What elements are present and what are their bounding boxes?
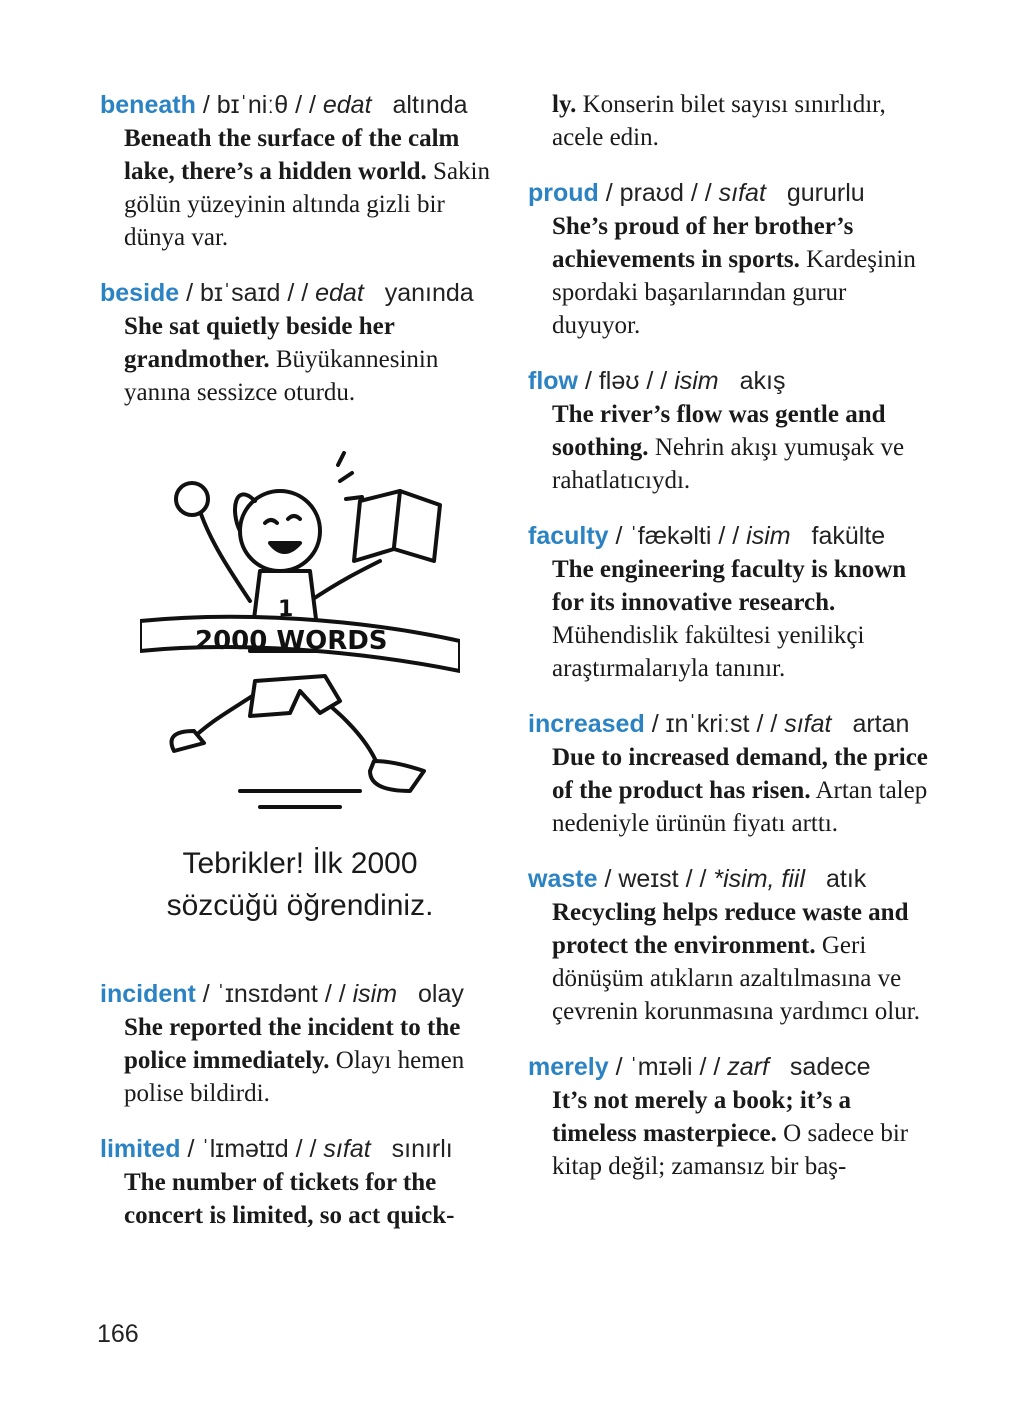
example [552,88,928,154]
headword: limited [100,1135,181,1163]
part-of-speech: zarf [727,1053,769,1081]
bib-number: 1 [278,597,294,622]
pronunciation: / ˈɪnsɪdənt / [202,980,332,1008]
example-english: The engineering faculty is known for its innovative research. [552,556,907,616]
left-column [100,88,500,1254]
translation: olay [418,980,464,1008]
entry-header: proud / praʊd / / sıfat gururlu [528,179,865,207]
example-english: The number of tickets for the concert is limited, so act quick- [124,1169,455,1229]
headword: merely [528,1053,609,1081]
entry-merely [528,1050,928,1183]
part-of-speech: isim [352,980,398,1008]
entry-limited [100,1132,500,1232]
example-english: Recycling helps reduce waste and protect the environment. [552,899,909,959]
headword: faculty [528,522,609,550]
pronunciation: / praʊd / [605,179,698,207]
headword: proud [528,179,599,207]
caption-line: sözcüğü öğrendiniz. [166,889,434,922]
pronunciation: / ɪnˈkriːst / [651,710,764,738]
example-english: ly. [552,91,577,118]
part-of-speech: isim [674,367,719,395]
example [124,310,500,409]
part-of-speech: sıfat [323,1135,371,1163]
example-turkish: Artan talep nedeniyle ürünün fiyatı arttı. [552,777,928,837]
example [124,1166,500,1232]
entry-header: faculty / ˈfækəlti / / isim fakülte [528,522,886,550]
part-of-speech: *isim, fiil [713,865,806,893]
pronunciation: / weɪst / [604,865,693,893]
entry-header: limited / ˈlɪmətɪd / / sıfat sınırlı [100,1135,453,1163]
example-english: It’s not merely a book; it’s a timeless masterpiece. [552,1087,852,1147]
example-turkish: Geri dönüşüm atıkların azaltılmasına ve çevrenin korunmasına yardımcı olur. [552,932,920,1025]
example-turkish: Sakin gölün yüzeyinin altında gizli bir dünya var. [124,158,490,251]
example-turkish: Olayı hemen polise bildirdi. [124,1047,465,1107]
translation: artan [852,710,910,738]
entry-beneath [100,88,500,254]
caption-line: Tebrikler! İlk 2000 [182,847,418,880]
entry-header: flow / fləʊ / / isim akış [528,367,786,395]
translation: sadece [789,1053,871,1081]
example-english: The river’s flow was gentle and soothing. [552,401,886,461]
example [552,210,928,342]
entry-waste [528,862,928,1028]
headword: incident [100,980,196,1008]
example-turkish: Kardeşinin spordaki başarılarından gurur duyuyor. [552,246,916,339]
translation: yanında [384,279,474,307]
example-english: She’s proud of her brother’s achievements in sports. [552,213,854,273]
translation: akış [739,367,786,395]
entry-incident [100,977,500,1110]
example [124,1011,500,1110]
example-turkish: Mühendislik fakültesi yenilikçi araştırmalarıyla tanınır. [552,622,865,682]
runner-drawing [140,451,460,821]
entry-continuation [552,88,928,154]
pronunciation: / bɪˈsaɪd / [186,279,295,307]
entry-header: incident / ˈɪnsɪdənt / / isim olay [100,980,464,1008]
translation: gururlu [786,179,865,207]
example [552,398,928,497]
translation: atık [826,865,867,893]
entry-increased [528,707,928,840]
example-turkish: O sadece bir kitap değil; zamansız bir baş- [552,1120,909,1180]
translation: fakülte [811,522,886,550]
pronunciation: / ˈmɪəli / [615,1053,707,1081]
example-english: Beneath the surface of the calm lake, there’s a hidden world. [124,125,460,185]
entry-proud [528,176,928,342]
example [552,1084,928,1183]
entry-beside [100,276,500,409]
example-english: Due to increased demand, the price of the product has risen. [552,744,928,804]
headword: waste [528,865,598,893]
entry-header: beside / bɪˈsaɪd / / edat yanında [100,279,474,307]
entry-header: merely / ˈmɪəli / / zarf sadece [528,1053,871,1081]
headword: increased [528,710,645,738]
congratulations-caption [100,843,500,927]
pronunciation: / ˈlɪmətɪd / [187,1135,303,1163]
example-turkish: Nehrin akışı yumuşak ve rahatlatıcıydı. [552,434,905,494]
example-english: She sat quietly beside her grandmother. [124,313,395,373]
entry-faculty [528,519,928,685]
example-turkish: Büyükannesinin yanına sessizce oturdu. [124,346,439,406]
pronunciation: / bɪˈniːθ / [202,91,303,119]
part-of-speech: isim [746,522,791,550]
part-of-speech: sıfat [718,179,766,207]
translation: altında [392,91,468,119]
part-of-speech: sıfat [784,710,832,738]
translation: sınırlı [391,1135,453,1163]
example [552,741,928,840]
pronunciation: / fləʊ / [584,367,654,395]
headword: flow [528,367,578,395]
example-turkish: Konserin bilet sayısı sınırlıdır, acele edin. [552,91,886,151]
entry-header: waste / weɪst / / *isim, fiil atık [528,865,867,893]
example [552,896,928,1028]
part-of-speech: edat [315,279,364,307]
entry-header: increased / ɪnˈkriːst / / sıfat artan [528,710,910,738]
example [124,122,500,254]
pronunciation: / ˈfækəlti / [615,522,726,550]
runner-illustration [100,451,500,821]
headword: beside [100,279,180,307]
part-of-speech: edat [322,91,372,119]
example [552,553,928,685]
banner-text: 2000 WORDS [195,626,388,656]
page-number: 166 [97,1320,139,1348]
right-column [528,88,928,1205]
entry-flow [528,364,928,497]
entry-header: beneath / bɪˈniːθ / / edat altında [100,91,468,119]
example-english: She reported the incident to the police immediately. [124,1014,461,1074]
headword: beneath [100,91,196,119]
